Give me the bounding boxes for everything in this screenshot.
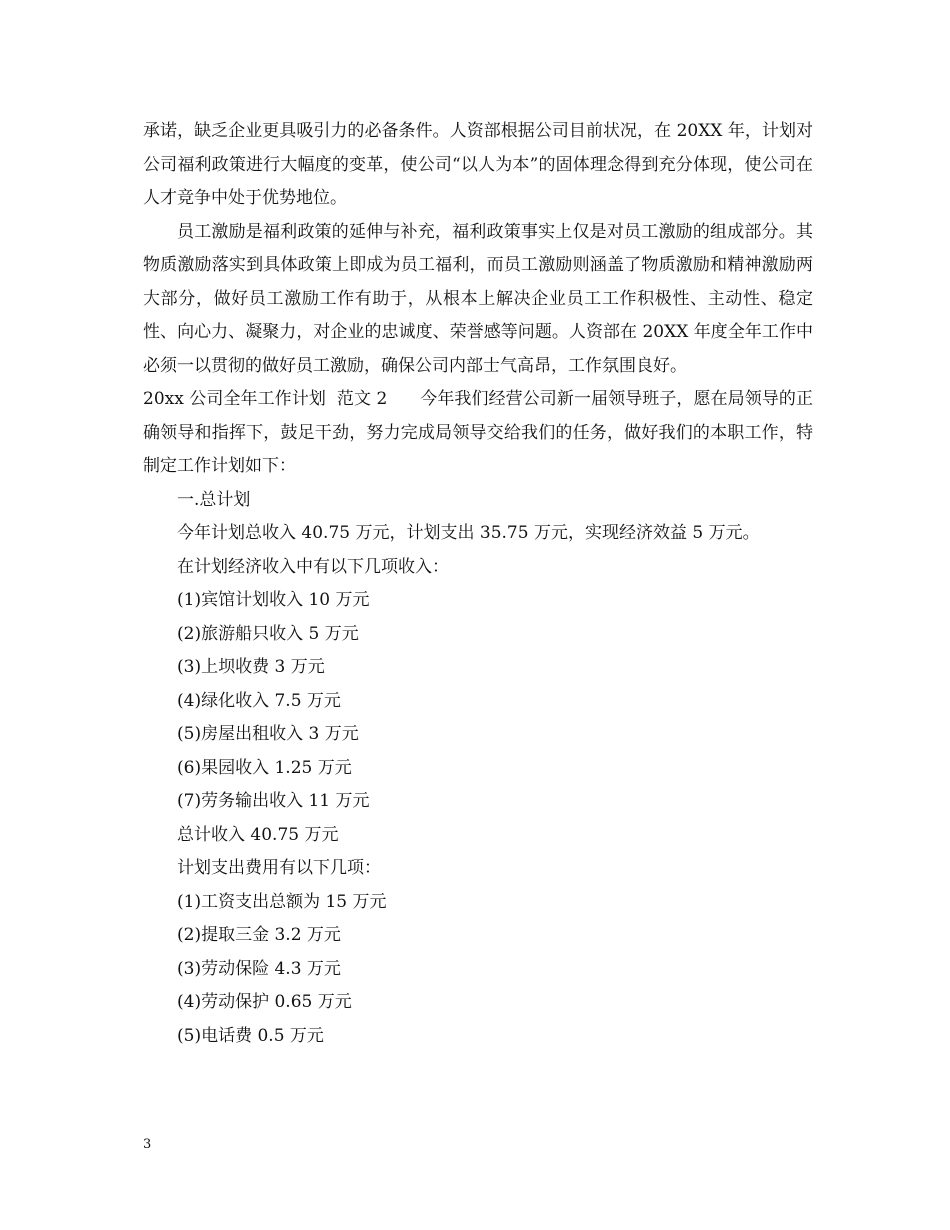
section-heading-total-plan: 一.总计划 [177, 489, 251, 510]
list-item: (3)上坝收费 3 万元 [177, 657, 325, 677]
list-item: 总计收入 40.75 万元 [177, 824, 339, 845]
list-item: (4)劳动保护 0.65 万元 [177, 992, 352, 1012]
list-item: (5)电话费 0.5 万元 [177, 1025, 324, 1046]
list-item: (7)劳务输出收入 11 万元 [177, 791, 370, 811]
paragraph-employee-incentive: 员工激励是福利政策的延伸与补充，福利政策事实上仅是对员工激励的组成部分。其物质激励落实到具体政策上即成为员工福利，而员工激励则涵盖了物质激励和精神激励两大部分，做好员工激励工作有助于，从根本上解决企业员工工作积极性、主动性、稳定性、向心力、凝聚力，对企业的忠诚度、荣誉感等问题。人资部在 20XX 年度全年工作中必须一以贯彻的做好员工激励，确保公司内部士气高昂，工作氛围良好。 [143, 221, 813, 376]
list-item: 计划支出费用有以下几项： [177, 858, 381, 878]
list-item: 今年计划总收入 40.75 万元，计划支出 35.75 万元，实现经济效益 5 万元。 [177, 523, 760, 543]
list-item: (2)旅游船只收入 5 万元 [177, 623, 359, 644]
list-item: 在计划经济收入中有以下几项收入： [177, 556, 449, 577]
list-item: (5)房屋出租收入 3 万元 [177, 724, 359, 744]
paragraph-welfare-reform: 承诺，缺乏企业更具吸引力的必备条件。人资部根据公司目前状况，在 20XX 年，计划对公司福利政策进行大幅度的变革，使公司“以人为本”的固体理念得到充分体现，使公司在人才竞争中处于优势地位。 [143, 121, 813, 208]
list-item: (1)工资支出总额为 15 万元 [177, 891, 387, 912]
list-item: (3)劳动保险 4.3 万元 [177, 958, 341, 979]
paragraph-work-plan-intro: 20xx 公司全年工作计划 范文 2 今年我们经营公司新一届领导班子，愿在局领导的正确领导和指挥下，鼓足干劲，努力完成局领导交给我们的任务，做好我们的本职工作，特制定工作计划如下： [143, 389, 813, 476]
page-number: 3 [143, 1137, 152, 1152]
list-item: (6)果园收入 1.25 万元 [177, 757, 352, 778]
document-body [143, 115, 813, 1053]
list-item: (4)绿化收入 7.5 万元 [177, 690, 341, 711]
list-item: (2)提取三金 3.2 万元 [177, 925, 341, 945]
list-item: (1)宾馆计划收入 10 万元 [177, 590, 370, 610]
